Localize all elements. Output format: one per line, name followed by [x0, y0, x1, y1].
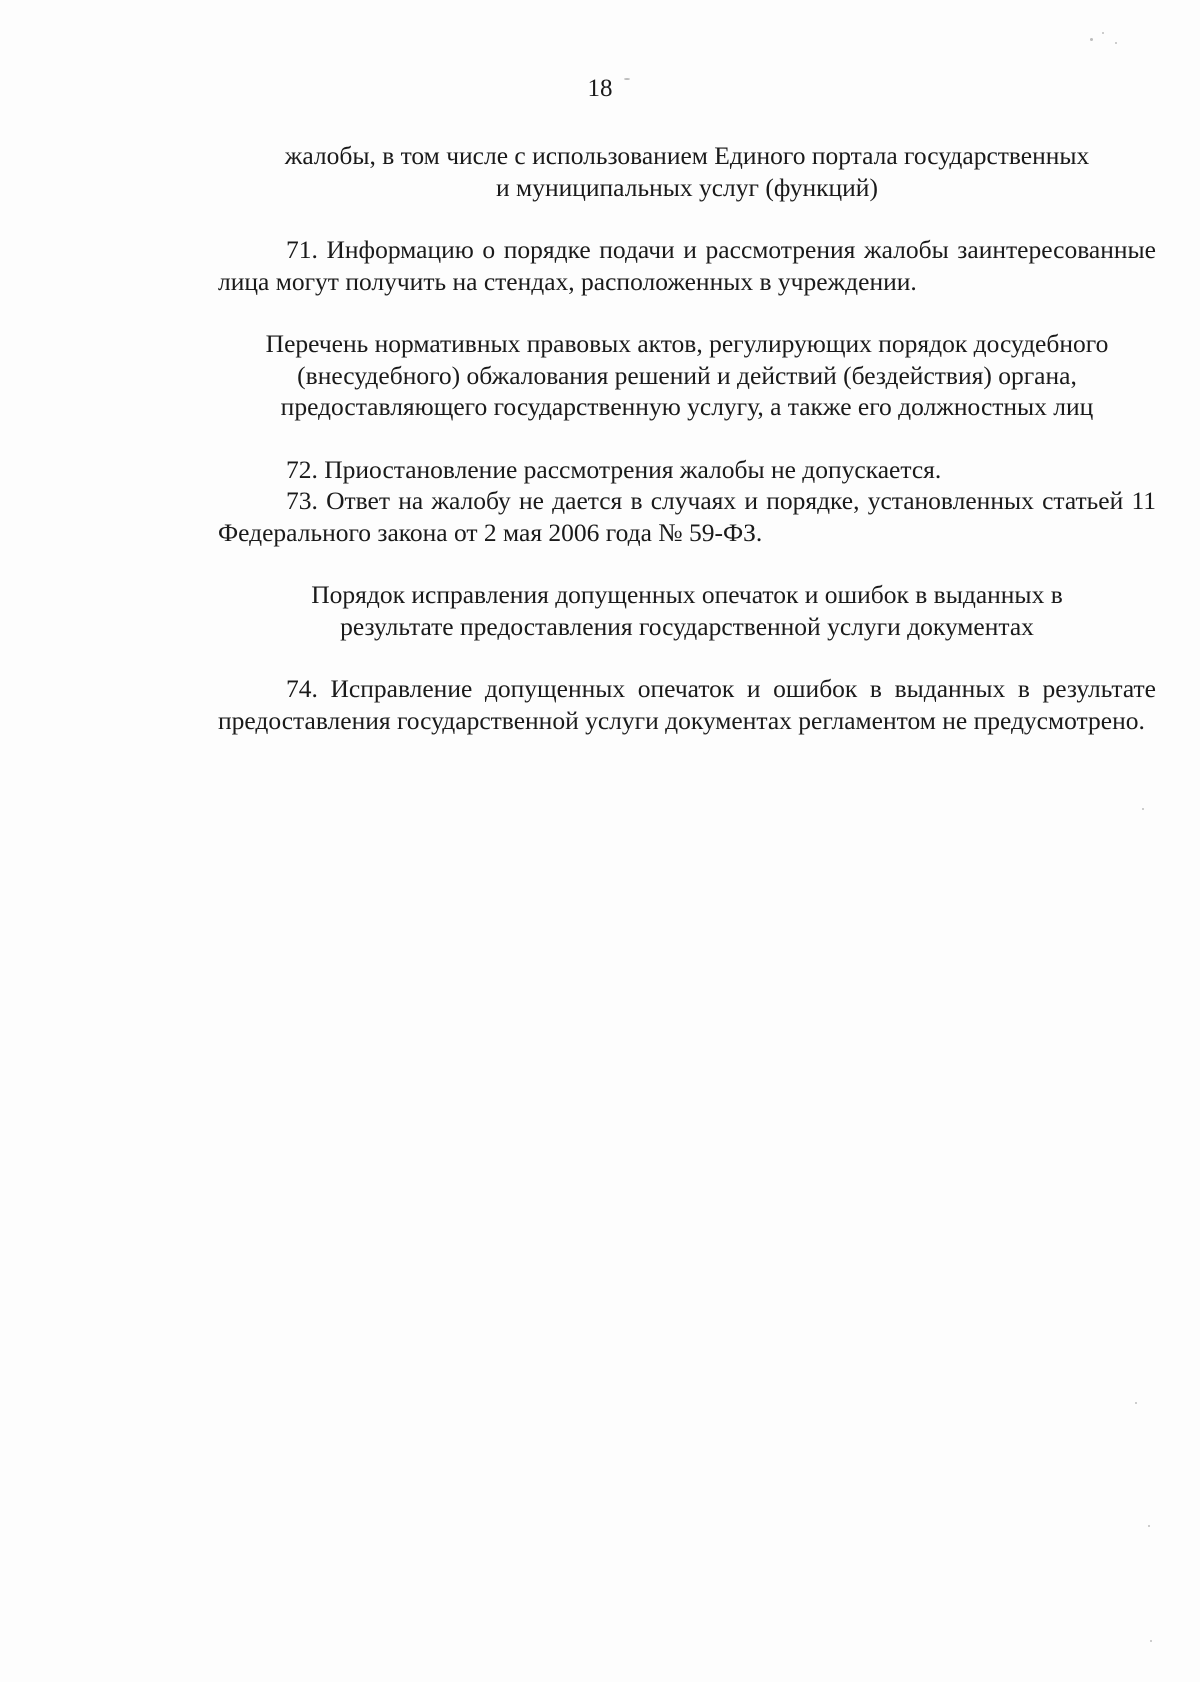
section-heading-error-correction — [218, 579, 1156, 642]
scan-speck — [1135, 1402, 1137, 1404]
scan-speck — [1115, 42, 1117, 44]
scan-speck — [1102, 32, 1104, 34]
section-heading-complaint-portal — [218, 140, 1156, 203]
scan-speck — [1148, 1525, 1150, 1527]
section-heading-legal-acts — [218, 328, 1156, 423]
heading-line: (внесудебного) обжалования решений и действий (бездействия) органа, — [297, 360, 1077, 390]
scan-speck — [1150, 1640, 1152, 1642]
paragraph-71: 71. Информацию о порядке подачи и рассмотрения жалобы заинтересованные лица могут получить на стендах, расположенных в учреждении. — [218, 235, 1156, 296]
heading-line: результате предоставления государственной услуги документах — [340, 611, 1034, 641]
page-number: 18 — [587, 75, 613, 102]
paragraph-72: 72. Приостановление рассмотрения жалобы не допускается. — [286, 454, 942, 484]
heading-line: Перечень нормативных правовых актов, регулирующих порядок досудебного — [265, 329, 1109, 358]
document-body — [218, 140, 1156, 736]
heading-line: предоставляющего государственную услугу, а также его должностных лиц — [280, 392, 1094, 421]
heading-line: Порядок исправления допущенных опечаток и ошибок в выданных в — [311, 580, 1063, 609]
heading-line: жалобы, в том числе с использованием Единого портала государственных — [284, 141, 1090, 170]
heading-line: и муниципальных услуг (функций) — [496, 172, 878, 202]
scan-speck — [1090, 38, 1093, 41]
scan-speck — [624, 78, 630, 80]
paragraph-74: 74. Исправление допущенных опечаток и ошибок в выданных в результате предоставления государственной услуги документах регламентом не предусмотрено. — [218, 674, 1156, 735]
scan-speck — [1142, 808, 1144, 810]
paragraph-73: 73. Ответ на жалобу не дается в случаях и порядке, установленных статьей 11 Федерального закона от 2 мая 2006 года № 59-ФЗ. — [218, 486, 1156, 547]
